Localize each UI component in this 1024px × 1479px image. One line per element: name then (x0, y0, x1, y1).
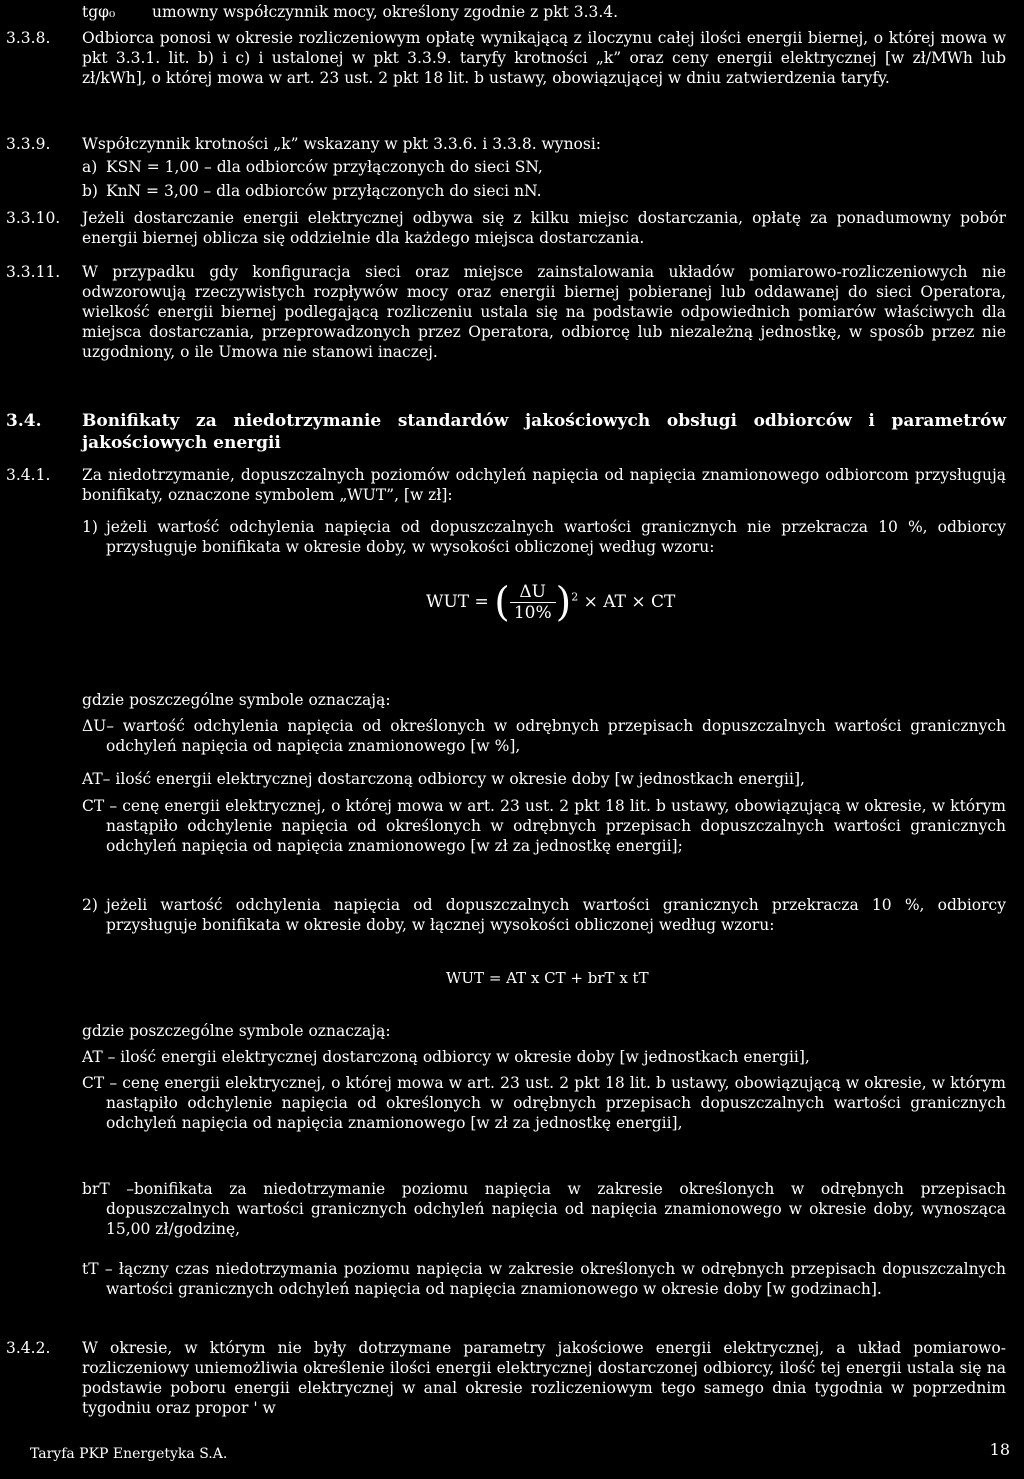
footer-title: Taryfa PKP Energetyka S.A. (30, 1446, 228, 1462)
list-text: KnN = 3,00 – dla odbiorców przyłączonych do sieci nN. (106, 182, 542, 200)
list-marker: 2) (82, 896, 98, 914)
formula-lhs: WUT = (426, 592, 489, 612)
tg-description: umowny współczynnik mocy, określony zgodnie z pkt 3.3.4. (152, 3, 619, 21)
symbol-description: tT – łączny czas niedotrzymania poziomu napięcia w zakresie określonych w odrębnych przepisach dopuszczalnych wartości granicznych odchyleń napięcia od napięcia znamionowego w okresie doby [w godzinach]. (82, 1260, 1006, 1298)
tg-symbol: tgφ₀ (82, 3, 116, 21)
formula-denominator: 10% (513, 603, 552, 623)
formula-paren-left: ( (494, 579, 510, 626)
symbol-description: brT –bonifikata za niedotrzymanie poziomu napięcia w zakresie określonych w odrębnych przepisach dopuszczalnych wartości granicznych odchyleń napięcia od napięcia znamionowego w okresie doby, wynosząca 15,00 zł/godzinę, (82, 1180, 1006, 1238)
section-paragraph: W okresie, w którym nie były dotrzymane parametry jakościowe energii elektrycznej, a układ pomiarowo-rozliczeniowy uniemożliwia określenie ilości energii elektrycznej dostarczonej odbiorcy, ilość tej energii ustala się na podstawie poboru energii elektrycznej w anal okresie rozliczeniowym tego samego dnia tygodnia w poprzednim tygodniu oraz propor ' w (82, 1339, 1006, 1417)
symbol-description: CT – cenę energii elektrycznej, o której mowa w art. 23 ust. 2 pkt 18 lit. b ustawy, obowiązującą w okresie, w którym nastąpiło odchylenie napięcia od określonych w odrębnych przepisach dopuszczalnych wartości granicznych odchyleń napięcia od napięcia znamionowego [w zł za jednostkę energii]; (82, 797, 1006, 855)
symbols-intro: gdzie poszczególne symbole oznaczają: (82, 691, 391, 709)
section-paragraph: Za niedotrzymanie, dopuszczalnych poziomów odchyleń napięcia od napięcia znamionowego odbiorcom przysługują bonifikaty, oznaczone symbolem „WUT”, [w zł]: (82, 466, 1006, 504)
list-text: jeżeli wartość odchylenia napięcia od dopuszczalnych wartości granicznych nie przekracza 10 %, odbiorcy przysługuje bonifikata w okresie doby, w wysokości obliczonej według wzoru: (106, 518, 1006, 556)
symbol-description: ΔU– wartość odchylenia napięcia od określonych w odrębnych przepisach dopuszczalnych wartości granicznych odchyleń napięcia od napięcia znamionowego [w %], (82, 717, 1006, 755)
formula-rhs: × AT × CT (583, 592, 676, 612)
section-paragraph: Współczynnik krotności „k” wskazany w pkt 3.3.6. i 3.3.8. wynosi: (82, 135, 602, 153)
formula-numerator: ΔU (510, 582, 556, 603)
symbol-description: AT – ilość energii elektrycznej dostarczoną odbiorcy w okresie doby [w jednostkach energii], (82, 1048, 810, 1066)
section-number: 3.4. (6, 411, 42, 431)
section-number: 3.3.8. (6, 29, 51, 47)
list-text: KSN = 1,00 – dla odbiorców przyłączonych do sieci SN, (106, 158, 543, 176)
list-text: jeżeli wartość odchylenia napięcia od dopuszczalnych wartości granicznych przekracza 10 %, odbiorcy przysługuje bonifikata w okresie doby, w łącznej wysokości obliczonej według wzoru: (106, 896, 1006, 934)
formula-exponent: 2 (571, 590, 579, 604)
section-number: 3.4.2. (6, 1339, 51, 1357)
section-number: 3.3.9. (6, 135, 51, 153)
symbol-description: AT– ilość energii elektrycznej dostarczoną odbiorcy w okresie doby [w jednostkach energii], (82, 770, 805, 788)
formula-wut-2: WUT = AT x CT + brT x tT (446, 969, 649, 987)
formula-paren-right: ) (555, 579, 572, 626)
list-marker: b) (82, 182, 98, 200)
formula-wut-1 (426, 579, 676, 626)
list-marker: a) (82, 158, 98, 176)
list-marker: 1) (82, 518, 98, 536)
section-number: 3.4.1. (6, 466, 51, 484)
page-number: 18 (989, 1440, 1010, 1459)
section-heading: Bonifikaty za niedotrzymanie standardów jakościowych obsługi odbiorców i parametrów jakościowych energii (82, 411, 1006, 453)
section-paragraph: W przypadku gdy konfiguracja sieci oraz miejsce zainstalowania układów pomiarowo-rozliczeniowych nie odwzorowują rzeczywistych rozpływów mocy oraz energii biernej pobieranej lub oddawanej do sieci Operatora, wielkość energii biernej podlegającą rozliczeniu ustala się na podstawie odpowiednich pomiarów właściwych dla miejsca dostarczania, przeprowadzonych przez Operatora, odbiorcę lub niezależną jednostkę, w sposób przez nie uzgodniony, o ile Umowa nie stanowi inaczej. (82, 263, 1006, 361)
formula-fraction (510, 582, 556, 623)
section-paragraph: Jeżeli dostarczanie energii elektrycznej odbywa się z kilku miejsc dostarczania, opłatę za ponadumowny pobór energii biernej oblicza się oddzielnie dla każdego miejsca dostarczania. (82, 209, 1006, 247)
section-number: 3.3.10. (6, 209, 61, 227)
symbol-description: CT – cenę energii elektrycznej, o której mowa w art. 23 ust. 2 pkt 18 lit. b ustawy, obowiązującą w okresie, w którym nastąpiło odchylenie napięcia od określonych w odrębnych przepisach dopuszczalnych wartości granicznych odchyleń napięcia od napięcia znamionowego [w zł za jednostkę energii], (82, 1074, 1006, 1132)
section-number: 3.3.11. (6, 263, 61, 281)
symbols-intro: gdzie poszczególne symbole oznaczają: (82, 1022, 391, 1040)
section-paragraph: Odbiorca ponosi w okresie rozliczeniowym opłatę wynikającą z iloczynu całej ilości energii biernej, o której mowa w pkt 3.3.1. lit. b) i c) i ustalonej w pkt 3.3.9. taryfy krotności „k” oraz ceny energii elektrycznej [w zł/MWh lub zł/kWh], o której mowa w art. 23 ust. 2 pkt 18 lit. b ustawy, obowiązującej w dniu zatwierdzenia taryfy. (82, 29, 1006, 87)
